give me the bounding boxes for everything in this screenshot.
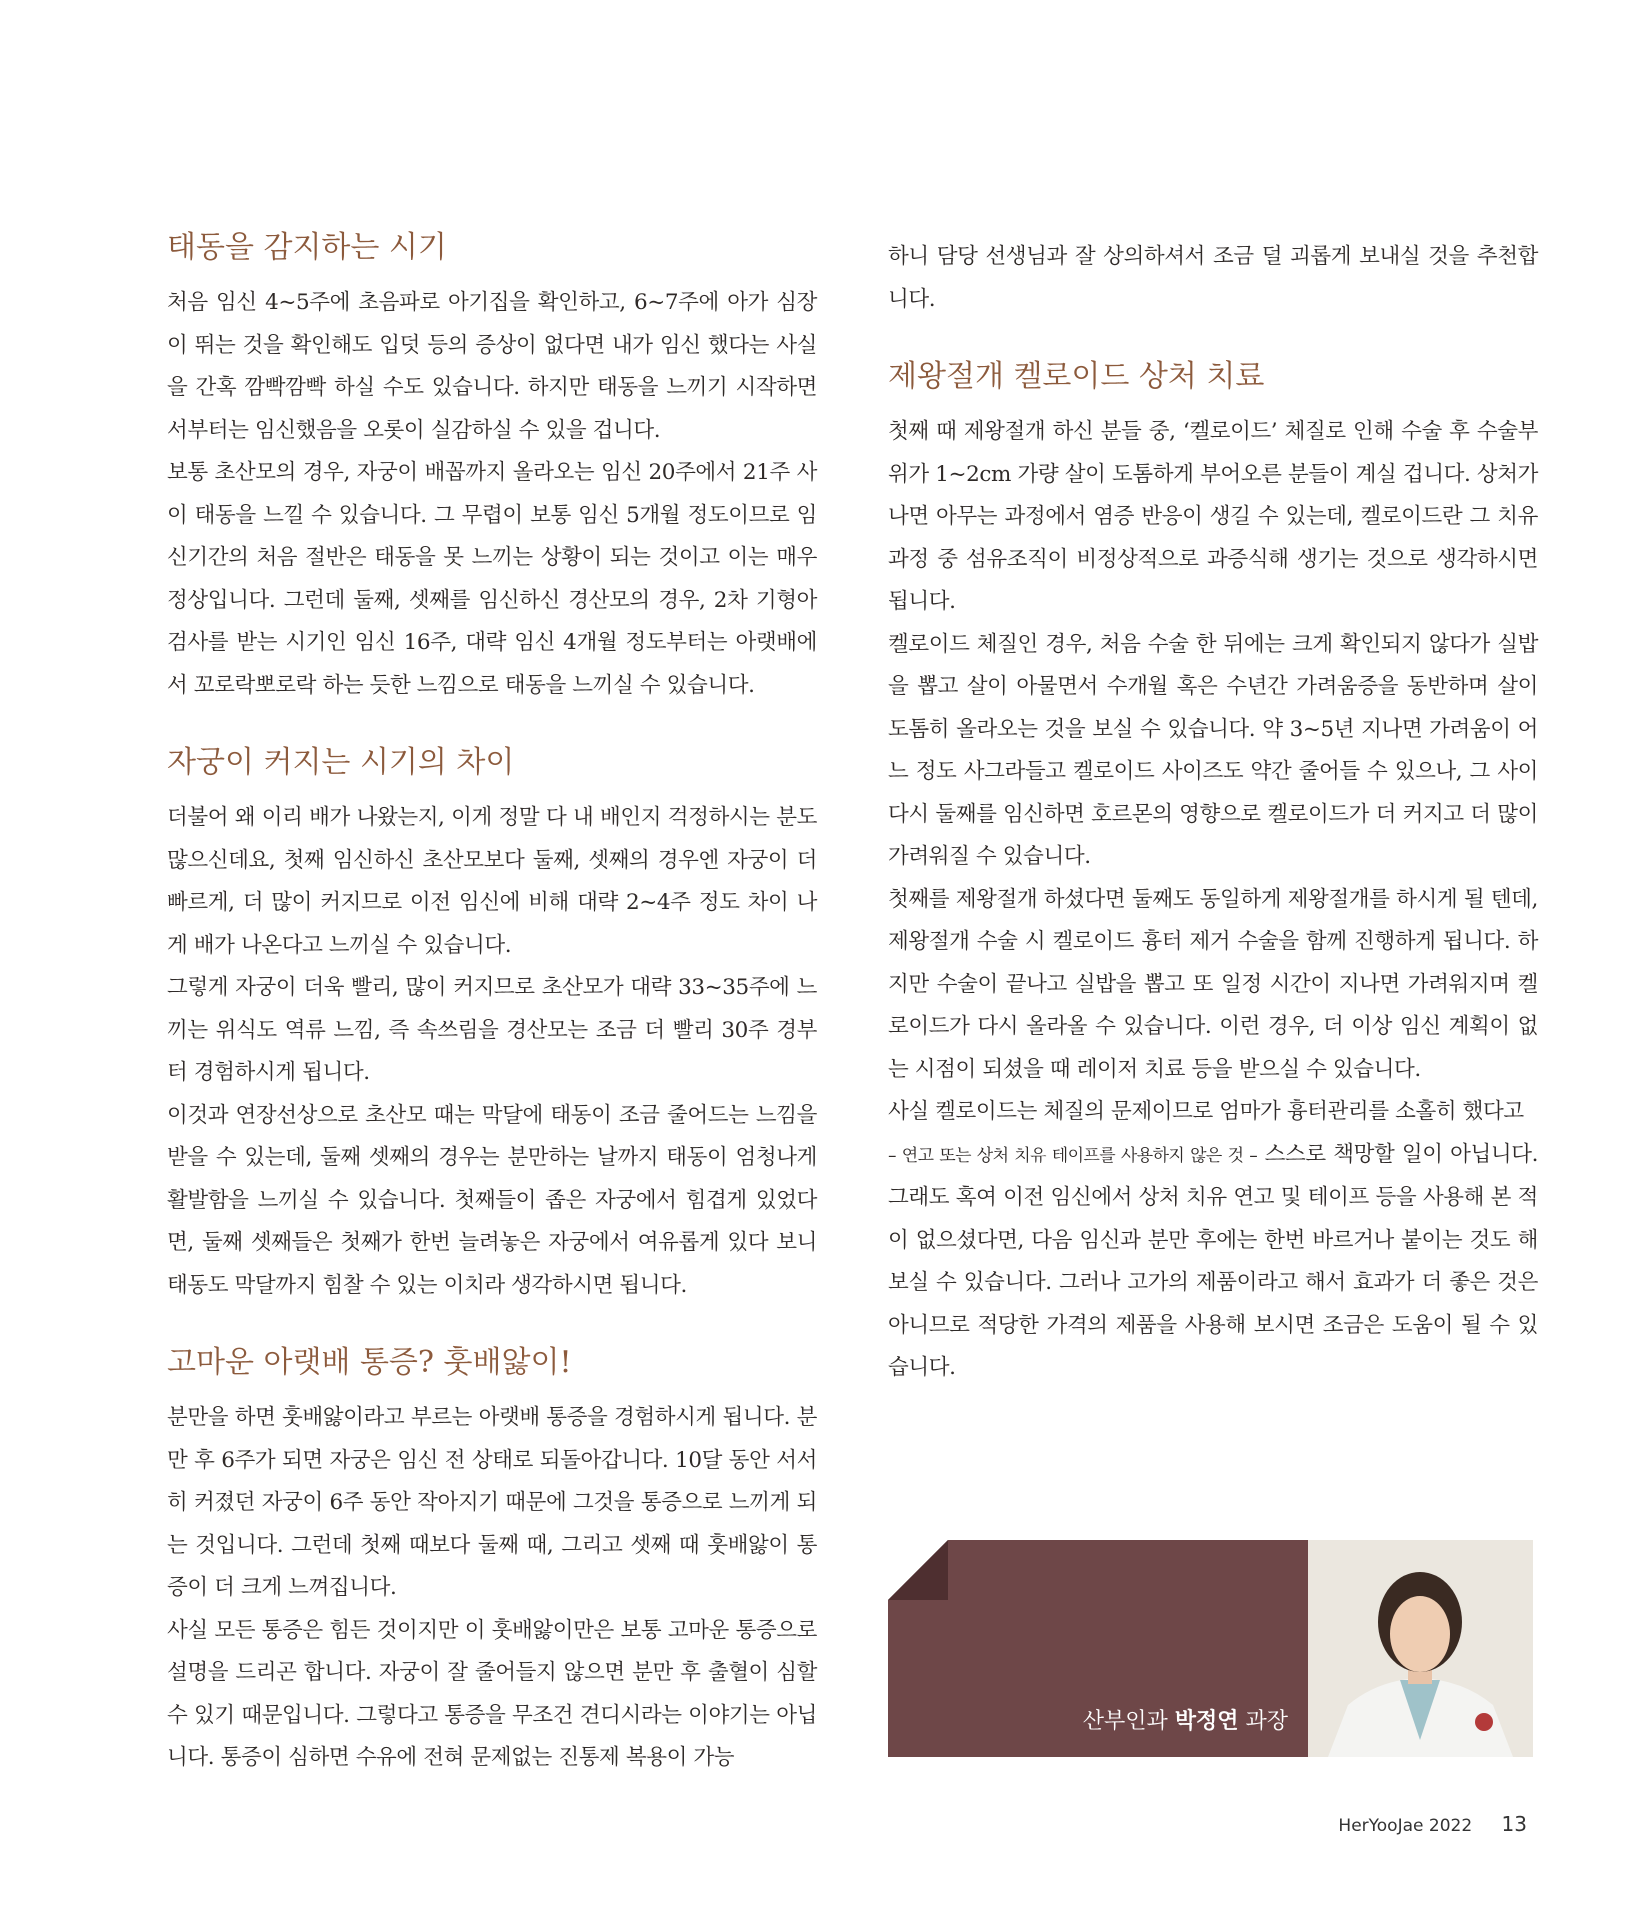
page-number: 13: [1501, 1812, 1527, 1836]
paragraph-text: 사실 켈로이드는 체질의 문제이므로 엄마가 흉터관리를 소홀히 했다고: [888, 1099, 1524, 1124]
right-column: [888, 236, 1538, 1390]
paragraph: 첫째를 제왕절개 하셨다면 둘째도 동일하게 제왕절개를 하시게 될 텐데, 제왕절개 수술 시 켈로이드 흉터 제거 수술을 함께 진행하게 됩니다. 하지만 수술이 끝나고 실밥을 뽑고 또 일정 시간이 지나면 가려워지며 켈로이드가 다시 올라올 수 있습니다. 이런 경우, 더 이상 임신 계획이 없는 시점이 되셨을 때 레이저 치료 등을 받으실 수 있습니다.: [888, 886, 1538, 1082]
author-photo: [1308, 1540, 1533, 1757]
author-dept: 산부인과: [1082, 1709, 1168, 1734]
section-title-fetal-movement: 태동을 감지하는 시기: [167, 230, 447, 265]
paragraph-text: 스스로 책망할 일이 아닙니다. 그래도 혹여 이전 임신에서 상처 치유 연고 및 테이프 등을 사용해 본 적이 없으셨다면, 다음 임신과 분만 후에는 한번 바르거나 붙이는 것도 해보실 수 있습니다. 그러나 고가의 제품이라고 해서 효과가 더 좋은 것은 아니므로 적당한 가격의 제품을 사용해 보시면 조금은 도움이 될 수 있습니다.: [888, 1141, 1538, 1380]
paragraph: 하니 담당 선생님과 잘 상의하셔서 조금 덜 괴롭게 보내실 것을 추천합니다.: [888, 244, 1538, 312]
section-title-afterpains: 고마운 아랫배 통증? 훗배앓이!: [167, 1345, 572, 1380]
page-fold-icon: [888, 1540, 948, 1600]
paragraph: 처음 임신 4~5주에 초음파로 아기집을 확인하고, 6~7주에 아가 심장이 뛰는 것을 확인해도 입덧 등의 증상이 없다면 내가 임신 했다는 사실을 간혹 깜빡깜빡 하실 수도 있습니다. 하지만 태동을 느끼기 시작하면 서부터는 임신했음을 오롯이 실감하실 수 있을 겁니다.: [167, 290, 817, 443]
paragraph: 켈로이드 체질인 경우, 처음 수술 한 뒤에는 크게 확인되지 않다가 실밥을 뽑고 살이 아물면서 수개월 혹은 수년간 가려움증을 동반하며 살이 도톰히 올라오는 것을 보실 수 있습니다. 약 3~5년 지나면 가려움이 어느 정도 사그라들고 켈로이드 사이즈도 약간 줄어들 수 있으나, 그 사이 다시 둘째를 임신하면 호르몬의 영향으로 켈로이드가 더 커지고 더 많이 가려워질 수 있습니다.: [888, 631, 1538, 869]
doctor-portrait-icon: [1308, 1540, 1533, 1757]
paragraph: 이것과 연장선상으로 초산모 때는 막달에 태동이 조금 줄어드는 느낌을 받을 수 있는데, 둘째 셋째의 경우는 분만하는 날까지 태동이 엄청나게 활발함을 느끼실 수 있습니다. 첫째들이 좁은 자궁에서 힘겹게 있었다면, 둘째 셋째들은 첫째가 한번 늘려놓은 자궁에서 여유롭게 있다 보니 태동도 막달까지 힘찰 수 있는 이치라 생각하시면 됩니다.: [167, 1102, 817, 1298]
left-column: [167, 228, 817, 1780]
paragraph: [888, 1091, 1538, 1390]
paragraph-note: – 연고 또는 상처 치유 테이프를 사용하지 않은 것 –: [888, 1145, 1258, 1166]
author-card: [888, 1540, 1533, 1757]
paragraph: 분만을 하면 훗배앓이라고 부르는 아랫배 통증을 경험하시게 됩니다. 분만 후 6주가 되면 자궁은 임신 전 상태로 되돌아갑니다. 10달 동안 서서히 커졌던 자궁이 6주 동안 작아지기 때문에 그것을 통증으로 느끼게 되는 것입니다. 그런데 첫째 때보다 둘째 때, 그리고 셋째 때 훗배앓이 통증이 더 크게 느껴집니다.: [167, 1405, 817, 1600]
section-title-uterus-growth: 자궁이 커지는 시기의 차이: [167, 745, 515, 780]
author-position: 과장: [1245, 1709, 1288, 1734]
paragraph: 그렇게 자궁이 더욱 빨리, 많이 커지므로 초산모가 대략 33~35주에 느끼는 위식도 역류 느낌, 즉 속쓰림을 경산모는 조금 더 빨리 30주 경부터 경험하시게 됩니다.: [167, 975, 817, 1085]
author-name: 박정연: [1174, 1709, 1239, 1734]
section-title-keloid: 제왕절개 켈로이드 상처 치료: [888, 359, 1265, 394]
paragraph: 사실 모든 통증은 힘든 것이지만 이 훗배앓이만은 보통 고마운 통증으로 설명을 드리곤 합니다. 자궁이 잘 줄어들지 않으면 분만 후 출혈이 심할 수 있기 때문입니다. 그렇다고 통증을 무조건 견디시라는 이야기는 아닙니다. 통증이 심하면 수유에 전혀 문제없는 진통제 복용이 가능: [167, 1617, 817, 1770]
page-footer: [1338, 1812, 1527, 1836]
author-caption: [1083, 1704, 1288, 1735]
paragraph: 첫째 때 제왕절개 하신 분들 중, ‘켈로이드’ 체질로 인해 수술 후 수술부위가 1~2cm 가량 살이 도톰하게 부어오른 분들이 계실 겁니다. 상처가 나면 아무는 과정에서 염증 반응이 생길 수 있는데, 켈로이드란 그 치유 과정 중 섬유조직이 비정상적으로 과증식해 생기는 것으로 생각하시면 됩니다.: [888, 419, 1538, 614]
paragraph: 더불어 왜 이리 배가 나왔는지, 이게 정말 다 내 배인지 걱정하시는 분도 많으신데요, 첫째 임신하신 초산모보다 둘째, 셋째의 경우엔 자궁이 더 빠르게, 더 많이 커지므로 이전 임신에 비해 대략 2~4주 정도 차이 나게 배가 나온다고 느끼실 수 있습니다.: [167, 805, 817, 958]
paragraph: 보통 초산모의 경우, 자궁이 배꼽까지 올라오는 임신 20주에서 21주 사이 태동을 느낄 수 있습니다. 그 무렵이 보통 임신 5개월 정도이므로 임신기간의 처음 절반은 태동을 못 느끼는 상황이 되는 것이고 이는 매우 정상입니다. 그런데 둘째, 셋째를 임신하신 경산모의 경우, 2차 기형아 검사를 받는 시기인 임신 16주, 대략 임신 4개월 정도부터는 아랫배에서 꼬로락뽀로락 하는 듯한 느낌으로 태동을 느끼실 수 있습니다.: [167, 460, 817, 698]
magazine-name: HerYooJae 2022: [1338, 1816, 1473, 1836]
